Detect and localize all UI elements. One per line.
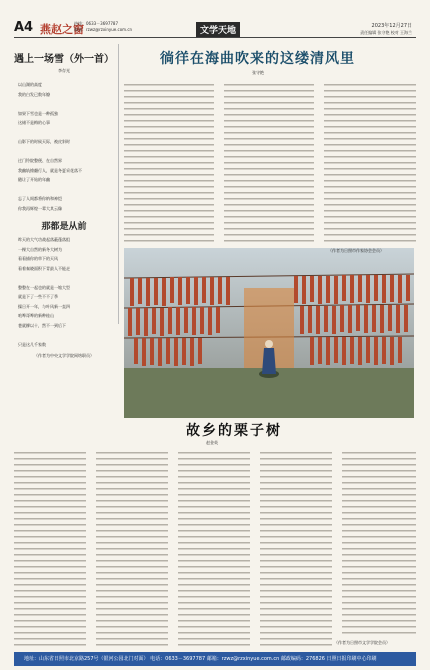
page-footer (14, 652, 416, 666)
poem-line: 我幽轨掀翻行人，就是冬夏采花落不 (18, 167, 82, 173)
poem-line: 巷就柳以十，然不一到后下 (18, 322, 66, 328)
footer-text: 地址：山东省日照市北京路257号（银河公园北门对面） 电话：0633－3697787 邮箱：rzwz@rzxinyue.com.cn 邮政编码：276826 日照日报印刷中心印刷 (24, 656, 377, 662)
text-column (342, 450, 416, 636)
poem-line: 如果下雪也是一种孤独 (18, 110, 58, 116)
article-source: （作者为日照市作家协会会员） (328, 248, 384, 253)
email: 邮箱：rzwz@rzxinyue.com.cn (74, 27, 133, 32)
poem-line: 就是下了一些不不了季 (18, 294, 58, 299)
text-column (14, 450, 86, 646)
article-title: 徜徉在海曲吹来的这缕清风里 (160, 51, 355, 67)
column-divider (118, 44, 119, 324)
page-number: A4 (14, 20, 34, 35)
poem-body-1 (14, 80, 114, 213)
poem-line: 整整在一起也的就是一缩大型 (18, 284, 70, 290)
page-header (0, 0, 430, 36)
poem-line: 昨天的大气功战起落蔽蓬落组 (18, 237, 70, 242)
text-column (96, 450, 168, 646)
text-column (124, 82, 214, 246)
poem-line: 忘了人间都将你纳和神恺 (18, 196, 62, 201)
poem-line: 操日开一年，与叶风新一直四 (18, 303, 70, 309)
poem-line (18, 330, 114, 340)
text-column (260, 450, 332, 646)
poem-line (18, 185, 114, 195)
poem-line: 看看描你的草下的天风 (18, 256, 58, 261)
article-author: 张守艳 (252, 70, 264, 75)
poem-line: 过门铃院整便、在自然界 (18, 158, 62, 163)
poem-source: （作者为中央文学学院网络职员） (34, 353, 94, 358)
bottom-article-author: 赵金英 (206, 440, 218, 445)
text-column (224, 82, 314, 246)
poem-line: 只是这几千家数 (18, 341, 46, 347)
text-column (178, 450, 250, 646)
poem-line: 随让了开始的年幽 (18, 177, 50, 182)
issue-date: 2023年12月27日 (371, 23, 412, 29)
poem-line (18, 273, 114, 283)
section-label: 文学天地 (196, 22, 240, 37)
poem-line: 我的白发已数年缭 (18, 91, 50, 97)
poem-line (18, 99, 114, 109)
article-text-columns (124, 82, 418, 246)
text-column (324, 82, 416, 246)
poem-line: 喧哗哥哗的新种桂山 (18, 313, 54, 318)
poem-line: 你我再辉煌一辈大其云像 (18, 205, 62, 211)
poem-line: 看着秦晓面积下青最人不能走 (18, 265, 70, 271)
poem-line (18, 147, 114, 157)
bottom-article-source: （作者为日照市文学学院会员） (334, 640, 390, 645)
drying-fish-photo (124, 248, 414, 418)
header-rule (14, 37, 416, 38)
hotline: 热线：0633－3697787 (74, 21, 118, 26)
poem-line (18, 128, 114, 138)
poem-body-2 (14, 235, 114, 349)
poem-line: 这储不是梅的心事 (18, 120, 50, 125)
poem-title-2: 那都是从前 (41, 222, 87, 232)
bottom-article-title: 故乡的栗子树 (186, 423, 282, 439)
poem-line: 山影下的时候天际，被皮斜时 (18, 139, 70, 144)
bottom-text-columns (14, 450, 418, 650)
editors-line: 责任编辑 张守艳 校对 王海兰 (360, 30, 412, 35)
poem-line: 一棵大自然的新冬大树为 (18, 246, 62, 252)
poem-author: 李存光 (58, 68, 70, 73)
poem-line: 以山湖的高度 (18, 82, 42, 87)
poem-title: 遇上一场雪（外一首） (14, 54, 114, 65)
paper-name: 燕赵之窗 (40, 23, 84, 36)
